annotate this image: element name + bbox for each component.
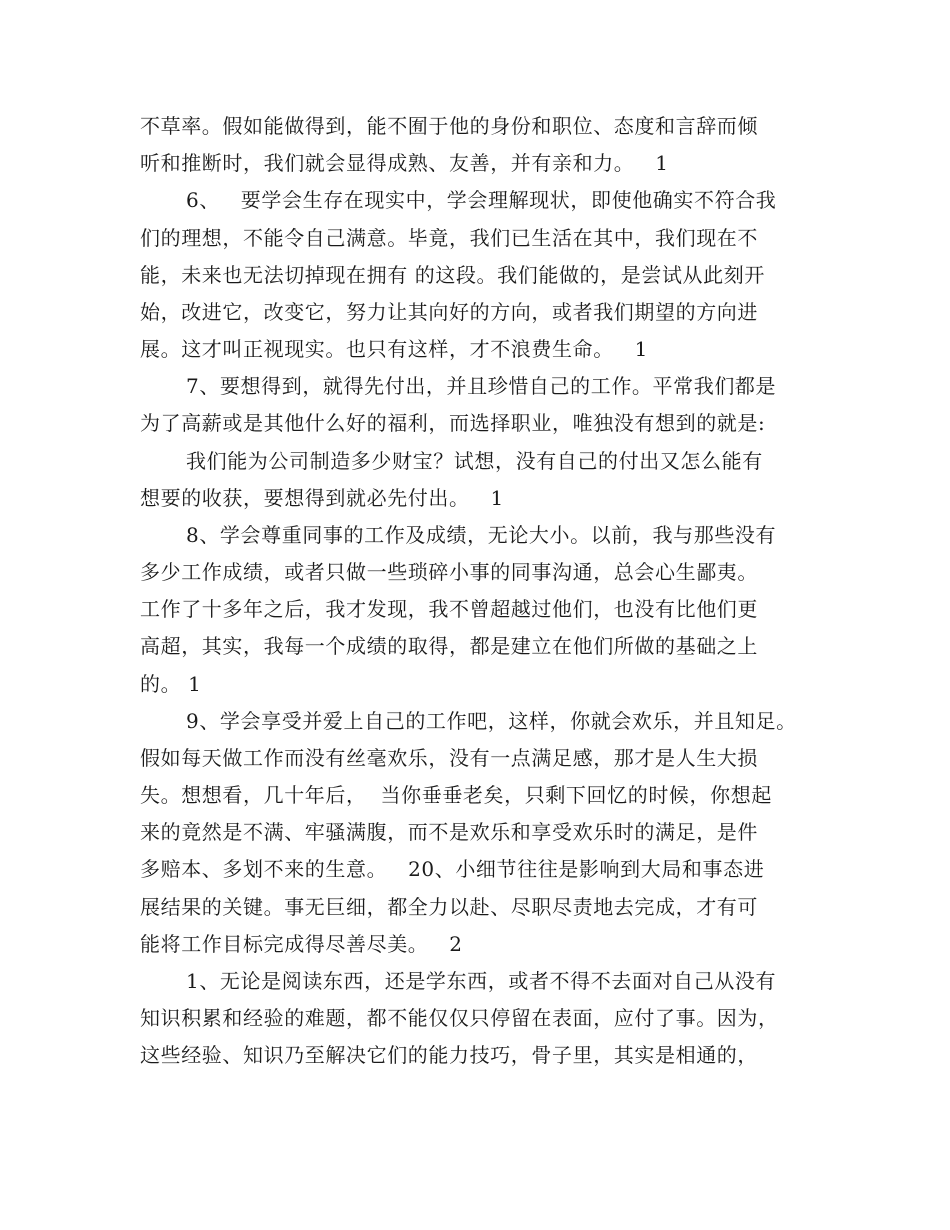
paragraph-line: 失。想想看，几十年后， 当你垂垂老矣，只剩下回忆的时候，你想起 <box>140 783 772 807</box>
paragraph-line: 多赔本、多划不来的生意。 20、小细节往往是影响到大局和事态进 <box>140 857 765 881</box>
paragraph-line: 来的竟然是不满、牢骚满腹，而不是欢乐和享受欢乐时的满足，是件 <box>140 820 758 844</box>
paragraph-line: 们的理想，不能令自己满意。毕竟，我们已生活在其中，我们现在不 <box>140 226 758 250</box>
paragraph-line: 多少工作成绩，或者只做一些琐碎小事的同事沟通，总会心生鄙夷。 <box>140 560 758 584</box>
paragraph-line: 展。这才叫正视现实。也只有这样，才不浪费生命。 1 <box>140 337 648 361</box>
paragraph-line: 知识积累和经验的难题，都不能仅仅只停留在表面，应付了事。因为， <box>140 1006 779 1030</box>
paragraph-line: 展结果的关键。事无巨细，都全力以赴、尽职尽责地去完成，才有可 <box>140 895 758 919</box>
paragraph-line: 想要的收获，要想得到就必先付出。 1 <box>140 486 504 510</box>
paragraph-line: 我们能为公司制造多少财宝？试想，没有自己的付出又怎么能有 <box>186 449 763 473</box>
paragraph-line: 始，改进它，改变它，努力让其向好的方向，或者我们期望的方向进 <box>140 300 758 324</box>
paragraph-line: 为了高薪或是其他什么好的福利，而选择职业，唯独没有想到的就是: <box>140 411 766 435</box>
paragraph-line: 工作了十多年之后，我才发现，我不曾超越过他们，也没有比他们更 <box>140 597 758 621</box>
paragraph-line: 能，未来也无法切掉现在拥有 的这段。我们能做的，是尝试从此刻开 <box>140 263 765 287</box>
paragraph-line: 9、学会享受并爱上自己的工作吧，这样，你就会欢乐，并且知足。 <box>186 709 797 733</box>
paragraph-line: 这些经验、知识乃至解决它们的能力技巧，骨子里，其实是相通的， <box>140 1043 758 1067</box>
paragraph-line: 不草率。假如能做得到，能不囿于他的身份和职位、态度和言辞而倾 <box>140 114 758 138</box>
paragraph-line: 假如每天做工作而没有丝毫欢乐，没有一点满足感，那才是人生大损 <box>140 746 758 770</box>
paragraph-line: 高超，其实，我每一个成绩的取得，都是建立在他们所做的基础之上 <box>140 634 758 658</box>
paragraph-line: 7、要想得到，就得先付出，并且珍惜自己的工作。平常我们都是 <box>186 374 777 398</box>
paragraph-line: 的。 1 <box>140 672 202 696</box>
paragraph-line: 能将工作目标完成得尽善尽美。 2 <box>140 932 463 956</box>
paragraph-line: 听和推断时，我们就会显得成熟、友善，并有亲和力。 1 <box>140 151 669 175</box>
paragraph-line: 6、 要学会生存在现实中，学会理解现状，即使他确实不符合我 <box>186 188 777 212</box>
paragraph-line: 1、无论是阅读东西，还是学东西，或者不得不去面对自己从没有 <box>186 969 777 993</box>
paragraph-line: 8、学会尊重同事的工作及成绩，无论大小。以前，我与那些没有 <box>186 523 777 547</box>
